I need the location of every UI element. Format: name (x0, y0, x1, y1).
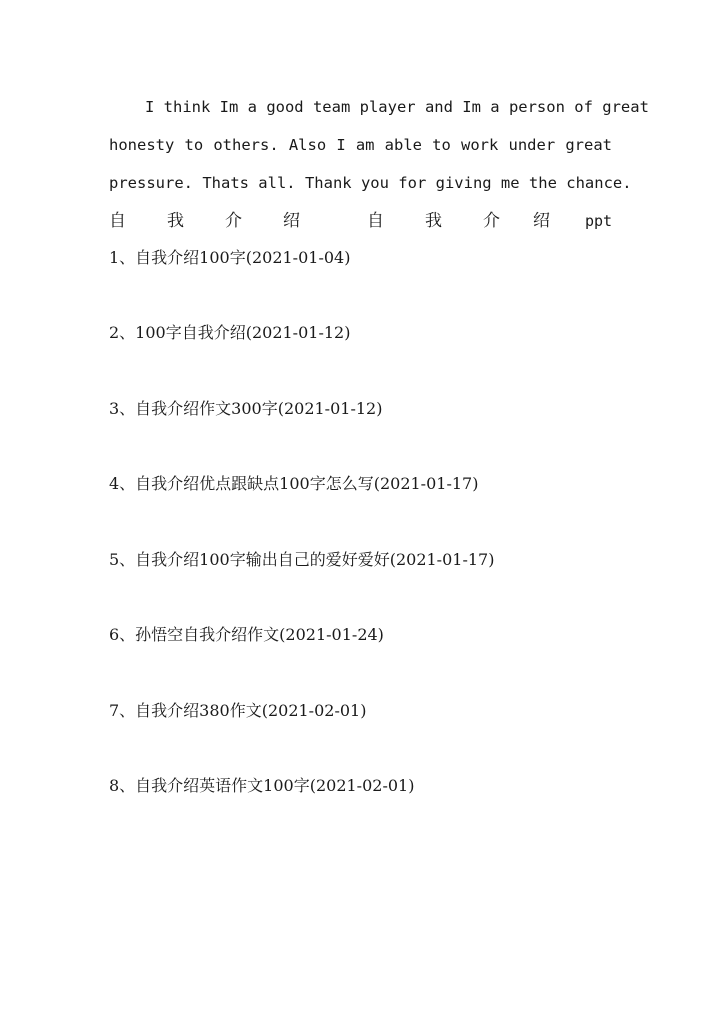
list-item[interactable]: 7、自我介绍380作文(2021-02-01) (109, 701, 367, 720)
paragraph-line: I think Im a good team player and Im a person of great (145, 98, 649, 116)
list-item[interactable]: 3、自我介绍作文300字(2021-01-12) (109, 399, 383, 418)
heading-char: 绍 (283, 211, 300, 231)
heading-char: 介 (483, 211, 500, 231)
heading-char: 介 (225, 211, 242, 231)
section-heading (109, 209, 612, 233)
paragraph-line: honesty to others. Also I am able to work under great (109, 136, 612, 154)
list-item[interactable]: 1、自我介绍100字(2021-01-04) (109, 248, 351, 267)
heading-char: 自 (367, 211, 384, 231)
list-item[interactable]: 5、自我介绍100字输出自己的爱好爱好(2021-01-17) (109, 550, 495, 569)
heading-char: 我 (425, 211, 442, 231)
list-item[interactable]: 4、自我介绍优点跟缺点100字怎么写(2021-01-17) (109, 474, 479, 493)
heading-suffix: ppt (585, 212, 613, 230)
paragraph-line: pressure. Thats all. Thank you for giving me the chance. (109, 174, 632, 192)
list-item[interactable]: 6、孙悟空自我介绍作文(2021-01-24) (109, 625, 384, 644)
heading-char: 自 (109, 211, 126, 231)
heading-char: 绍 (533, 211, 550, 231)
list-item[interactable]: 2、100字自我介绍(2021-01-12) (109, 323, 351, 342)
list-item[interactable]: 8、自我介绍英语作文100字(2021-02-01) (109, 776, 415, 795)
heading-char: 我 (167, 211, 184, 231)
